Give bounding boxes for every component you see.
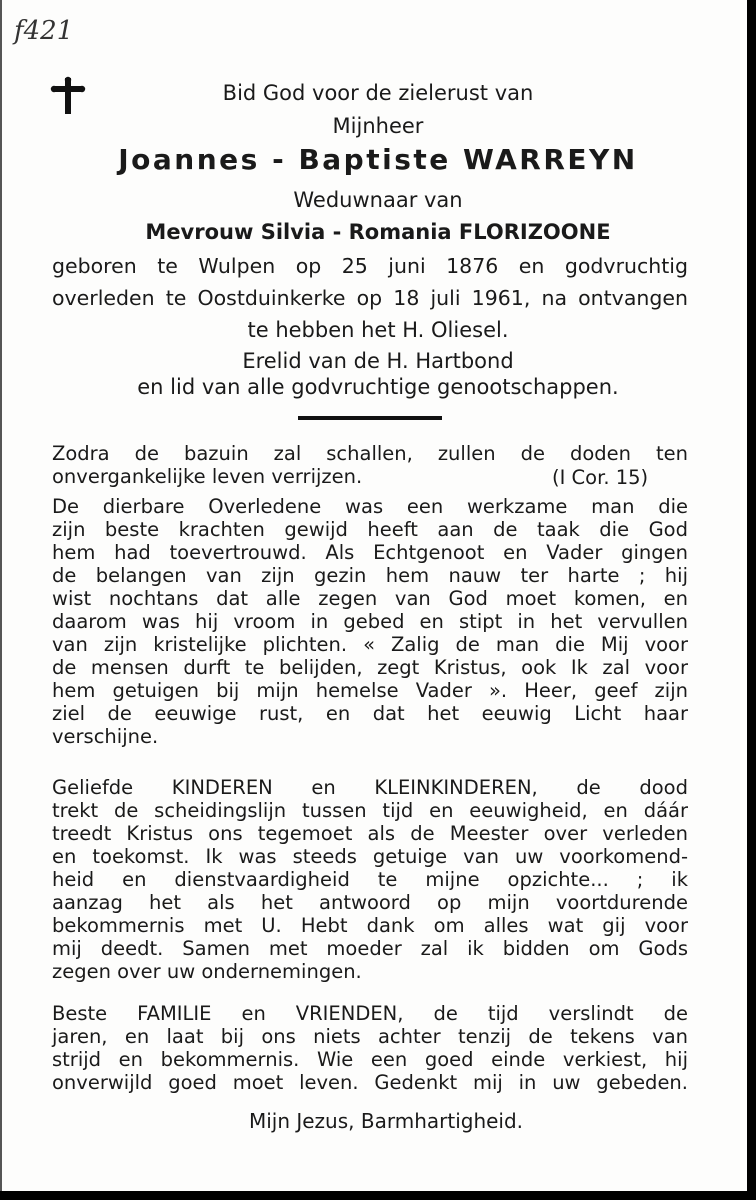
divider-rule bbox=[298, 416, 442, 420]
birth-line: geboren te Wulpen op 25 juni 1876 en godvruchtig bbox=[52, 254, 688, 278]
paragraph-line: de mensen durft te belijden, zegt Kristus, ook Ik zal voor bbox=[52, 656, 688, 679]
honorific-title: Mijnheer bbox=[332, 114, 424, 138]
paragraph-line: trekt de scheidingslijn tussen tijd en eeuwigheid, en dáár bbox=[52, 799, 688, 822]
verse-citation: (I Cor. 15) bbox=[552, 466, 649, 489]
marital-status: Weduwnaar van bbox=[293, 188, 463, 212]
paragraph-line: van zijn kristelijke plichten. « Zalig de man die Mij voor bbox=[52, 633, 688, 656]
paragraph-line: onverwijld goed moet leven. Gedenkt mij in uw gebeden. bbox=[52, 1071, 688, 1094]
paragraph-line: wist nochtans dat alle zegen van God moet komen, en bbox=[52, 587, 688, 610]
paragraph-line: strijd en bekommernis. Wie een goed einde verkiest, hij bbox=[52, 1048, 688, 1071]
paragraph-line: De dierbare Overledene was een werkzame man die bbox=[52, 495, 688, 518]
paragraph-line: Geliefde KINDEREN en KLEINKINDEREN, de dood bbox=[52, 776, 688, 799]
paragraph-line: bekommernis met U. Hebt dank om alles wat gij voor bbox=[52, 914, 688, 937]
paragraph-line: treedt Kristus ons tegemoet als de Meester over verleden bbox=[52, 822, 688, 845]
paragraph-line: en toekomst. Ik was steeds getuige van uw voorkomend- bbox=[52, 845, 688, 868]
death-line: overleden te Oostduinkerke op 18 juli 1961, na ontvangen bbox=[52, 286, 688, 310]
paragraph-line: verschijne. bbox=[52, 725, 159, 748]
society-membership: en lid van alle godvruchtige genootschappen. bbox=[137, 375, 619, 399]
paragraph-line: Beste FAMILIE en VRIENDEN, de tijd verslindt de bbox=[52, 1002, 688, 1025]
paragraph-line: de belangen van zijn gezin hem nauw ter harte ; hij bbox=[52, 564, 688, 587]
card-right-border bbox=[747, 0, 756, 1200]
paragraph-line: hem had toevertrouwd. Als Echtgenoot en Vader gingen bbox=[52, 541, 688, 564]
paragraph-line: jaren, en laat bij ons niets achter tenzij de tekens van bbox=[52, 1025, 688, 1048]
card-bottom-border bbox=[0, 1191, 756, 1200]
paragraph-line: ziel de eeuwige rust, en dat het eeuwig Licht haar bbox=[52, 702, 688, 725]
paragraph-line: hem getuigen bij mijn hemelse Vader ». Heer, geef zijn bbox=[52, 679, 688, 702]
verse-line-1: Zodra de bazuin zal schallen, zullen de doden ten bbox=[52, 442, 688, 465]
paragraph-line: aanzag het als het antwoord op mijn voortdurende bbox=[52, 891, 688, 914]
paragraph-line: mij deedt. Samen met moeder zal ik bidden om Gods bbox=[52, 937, 688, 960]
archive-reference-number: f421 bbox=[14, 16, 74, 46]
paragraph-line: heid en dienstvaardigheid te mijne opzichte... ; ik bbox=[52, 868, 688, 891]
honorary-membership: Erelid van de H. Hartbond bbox=[242, 349, 514, 373]
sacrament-line: te hebben het H. Oliesel. bbox=[247, 318, 509, 342]
spouse-name: Mevrouw Silvia - Romania FLORIZOONE bbox=[145, 220, 611, 244]
card-left-edge bbox=[0, 0, 2, 1200]
verse-line-2: onvergankelijke leven verrijzen. bbox=[52, 465, 363, 488]
closing-prayer: Mijn Jezus, Barmhartigheid. bbox=[248, 1109, 524, 1133]
deceased-name: Joannes - Baptiste WARREYN bbox=[118, 143, 638, 176]
prayer-line: Bid God voor de zielerust van bbox=[222, 81, 534, 105]
paragraph-line: zijn beste krachten gewijd heeft aan de taak die God bbox=[52, 518, 688, 541]
paragraph-line: zegen over uw ondernemingen. bbox=[52, 960, 362, 983]
paragraph-line: daarom was hij vroom in gebed en stipt in het vervullen bbox=[52, 610, 688, 633]
